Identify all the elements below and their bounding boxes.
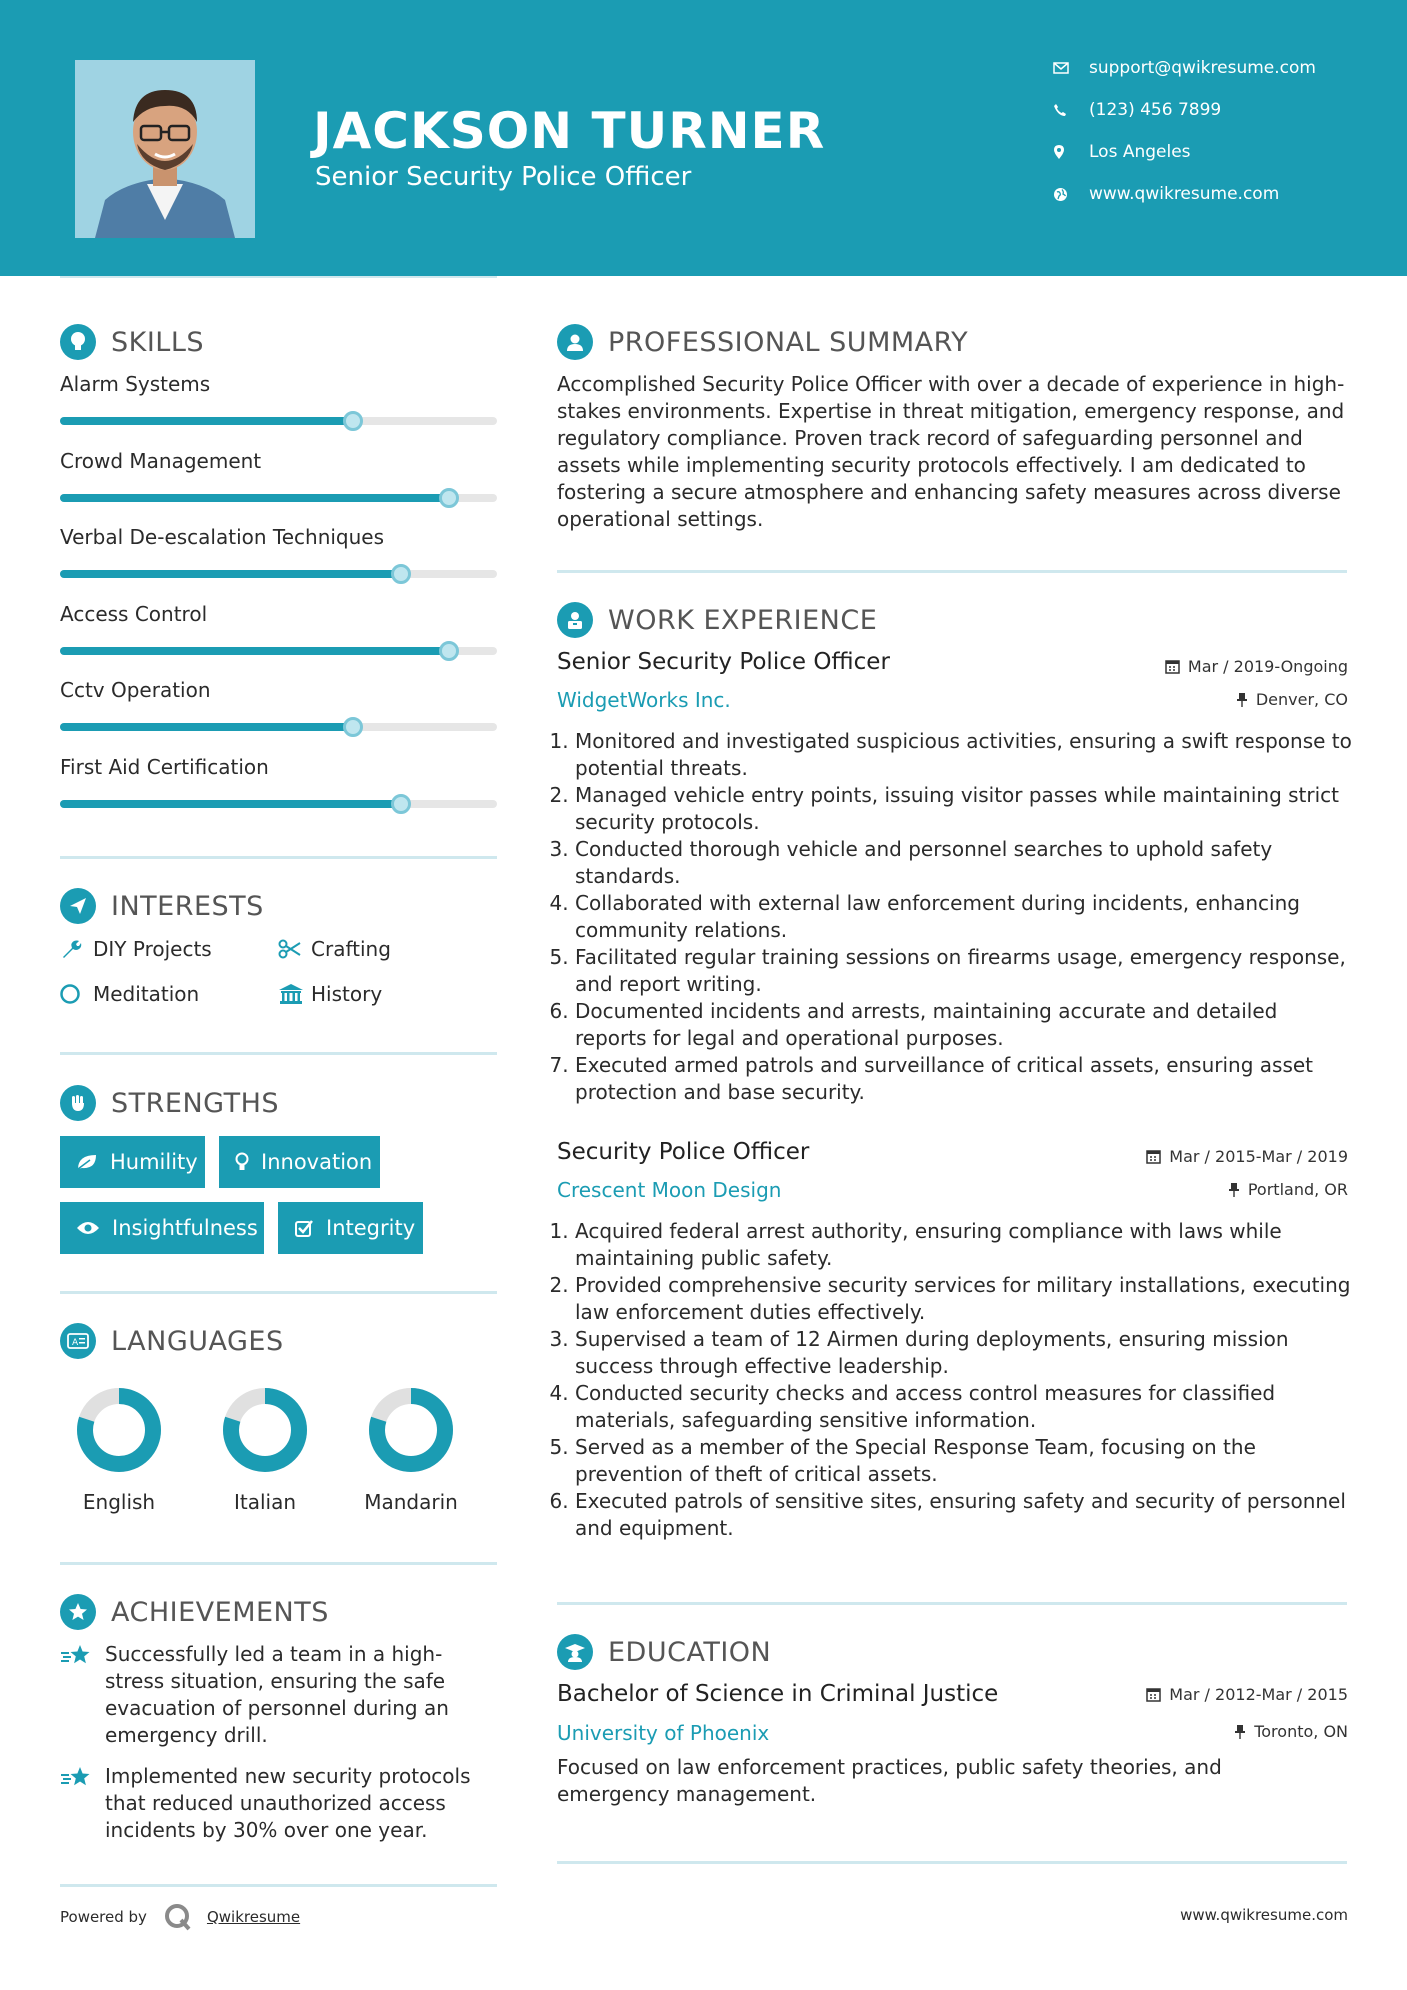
skill-label: Access Control [60, 601, 208, 626]
skill-level-knob [343, 411, 363, 431]
skill-level-knob [391, 564, 411, 584]
duty-item: 1. Monitored and investigated suspicious activities, ensuring a swift response to potential threats. [575, 728, 1352, 782]
duty-item: 2. Managed vehicle entry points, issuing visitor passes while maintaining strict security protocols. [575, 782, 1352, 836]
profile-photo [75, 60, 255, 238]
job-title: Senior Security Police Officer [557, 649, 890, 675]
language-icon [60, 1323, 96, 1359]
interest-item: DIY Projects [60, 937, 212, 961]
brand-link[interactable]: Qwikresume [206, 1908, 301, 1926]
job-dates: Mar / 2019-Ongoing [1165, 657, 1348, 676]
skill-level-knob [439, 641, 459, 661]
powered-by: Powered by Qwikresume [60, 1902, 300, 1932]
summary-text: Accomplished Security Police Officer with over a decade of experience in high-stakes environments. Expertise in threat mitigation, emergency response, and regulatory compliance. Proven track record of safeguarding personnel and assets while implementing security protocols effectively. I am dedicated to fostering a secure atmosphere and enhancing safety measures across diverse operational settings. [557, 372, 1345, 531]
phone-icon [1053, 103, 1089, 117]
skill-level-fill [60, 723, 353, 731]
duty-item: 2. Provided comprehensive security services for military installations, executing law enforcement duties effectively. [575, 1272, 1352, 1326]
skill-label: First Aid Certification [60, 754, 269, 779]
divider [557, 1861, 1347, 1864]
duty-item: 5. Served as a member of the Special Response Team, focusing on the prevention of theft of critical assets. [575, 1434, 1352, 1488]
skill-level-bar [60, 570, 497, 578]
interests-section-title: INTERESTS [60, 888, 264, 924]
duty-item: 4. Conducted security checks and access control measures for classified materials, safeguarding sensitive information. [575, 1380, 1352, 1434]
achievement-item: Implemented new security protocols that reduced unauthorized access incidents by 30% over one year. [60, 1763, 500, 1844]
skill-level-bar [60, 800, 497, 808]
shooting-star-icon [60, 1763, 105, 1844]
skill-level-fill [60, 494, 449, 502]
duty-item: 3. Supervised a team of 12 Airmen during deployments, ensuring mission success through effective leadership. [575, 1326, 1352, 1380]
duty-item: 1. Acquired federal arrest authority, ensuring compliance with laws while maintaining public safety. [575, 1218, 1352, 1272]
skill-level-bar [60, 723, 497, 731]
candidate-title: Senior Security Police Officer [315, 162, 692, 192]
duty-item: 6. Executed patrols of sensitive sites, ensuring safety and security of personnel and equipment. [575, 1488, 1352, 1542]
job-dates: Mar / 2015-Mar / 2019 [1146, 1147, 1348, 1166]
wrench-icon [60, 938, 93, 960]
user-icon [557, 324, 593, 360]
job-title: Security Police Officer [557, 1139, 810, 1165]
education-location: Toronto, ON [1234, 1722, 1348, 1741]
duty-item: 7. Executed armed patrols and surveillance of critical assets, ensuring asset protection and base security. [575, 1052, 1352, 1106]
job-duties [557, 728, 1352, 1106]
contact-website[interactable]: www.qwikresume.com [1053, 184, 1279, 204]
graduate-icon [557, 1634, 593, 1670]
company-name[interactable]: WidgetWorks Inc. [557, 688, 731, 712]
degree-title: Bachelor of Science in Criminal Justice [557, 1681, 999, 1707]
skill-label: Verbal De-escalation Techniques [60, 525, 385, 549]
qwikresume-logo-icon [163, 1902, 193, 1932]
duty-item: 3. Conducted thorough vehicle and personnel searches to uphold safety standards. [575, 836, 1352, 890]
contact-phone[interactable]: (123) 456 7899 [1053, 100, 1221, 120]
calendar-icon [1146, 1149, 1161, 1164]
strength-tag: Insightfulness [60, 1202, 264, 1254]
education-description: Focused on law enforcement practices, public safety theories, and emergency management. [557, 1755, 1222, 1806]
pushpin-icon [1228, 1182, 1240, 1197]
fist-icon [60, 1085, 96, 1121]
skill-level-fill [60, 570, 401, 578]
divider [60, 1052, 497, 1055]
interest-item: History [278, 982, 382, 1006]
company-name[interactable]: Crescent Moon Design [557, 1178, 782, 1202]
skill-level-fill [60, 647, 449, 655]
checkbox-icon [294, 1218, 314, 1238]
circle-icon [60, 983, 93, 1005]
language-level-donut [366, 1385, 456, 1475]
education-dates: Mar / 2012-Mar / 2015 [1146, 1685, 1348, 1704]
language-level-donut [220, 1385, 310, 1475]
language-label: Mandarin [364, 1490, 458, 1514]
skill-level-fill [60, 417, 353, 425]
calendar-icon [1146, 1687, 1161, 1702]
achievement-item: Successfully led a team in a high-stress situation, ensuring the safe evacuation of personnel during an emergency drill. [60, 1641, 500, 1749]
divider [60, 276, 497, 278]
skill-level-knob [391, 794, 411, 814]
divider [557, 1602, 1347, 1605]
divider [60, 1562, 497, 1565]
calendar-icon [1165, 659, 1180, 674]
mail-icon [1053, 62, 1089, 74]
skill-label: Alarm Systems [60, 372, 211, 396]
briefcase-user-icon [557, 602, 593, 638]
divider [60, 1884, 497, 1887]
duty-item: 6. Documented incidents and arrests, maintaining accurate and detailed reports for legal and operational purposes. [575, 998, 1352, 1052]
footer-url[interactable]: www.qwikresume.com [1180, 1906, 1348, 1924]
language-level-donut [74, 1385, 164, 1475]
skills-section-title: SKILLS [60, 324, 204, 360]
strength-tag: Integrity [278, 1202, 423, 1254]
globe-icon [1053, 187, 1089, 202]
job-location: Denver, CO [1236, 690, 1348, 709]
interest-item: Crafting [278, 937, 391, 961]
leaf-icon [76, 1153, 98, 1171]
summary-section-title: PROFESSIONAL SUMMARY [557, 324, 968, 360]
shooting-star-icon [60, 1641, 105, 1749]
achievements-section-title: ACHIEVEMENTS [60, 1594, 329, 1630]
skill-level-knob [439, 488, 459, 508]
skill-level-bar [60, 647, 497, 655]
strength-tag: Humility [60, 1136, 205, 1188]
duty-item: 4. Collaborated with external law enforcement during incidents, enhancing community relations. [575, 890, 1352, 944]
skill-level-knob [343, 717, 363, 737]
divider [60, 856, 497, 859]
job-location: Portland, OR [1228, 1180, 1348, 1199]
skill-label: Cctv Operation [60, 678, 211, 702]
skill-level-bar [60, 494, 497, 502]
paper-plane-icon [60, 888, 96, 924]
duty-item: 5. Facilitated regular training sessions on firearms usage, emergency response, and report writing. [575, 944, 1352, 998]
lightbulb-icon [60, 324, 96, 360]
strength-tag: Innovation [219, 1136, 380, 1188]
pushpin-icon [1234, 1724, 1246, 1739]
languages-section-title: A LANGUAGES [60, 1323, 284, 1359]
language-label: English [82, 1490, 156, 1514]
interest-item: Meditation [60, 982, 199, 1006]
resume-header [0, 0, 1407, 276]
lightbulb-icon [235, 1152, 249, 1172]
skill-level-fill [60, 800, 401, 808]
divider [557, 570, 1347, 573]
scissors-icon [278, 938, 311, 960]
pushpin-icon [1236, 692, 1248, 707]
star-badge-icon [60, 1594, 96, 1630]
location-pin-icon [1053, 144, 1089, 160]
eye-icon [76, 1220, 100, 1236]
candidate-name: JACKSON TURNER [313, 102, 826, 160]
skill-level-bar [60, 417, 497, 425]
contact-email[interactable]: support@qwikresume.com [1053, 58, 1316, 78]
skill-label: Crowd Management [60, 448, 262, 473]
divider [60, 1291, 497, 1294]
museum-icon [278, 983, 311, 1005]
contact-location: Los Angeles [1053, 142, 1191, 162]
job-duties [557, 1218, 1352, 1542]
school-name[interactable]: University of Phoenix [557, 1721, 770, 1745]
language-label: Italian [233, 1490, 297, 1514]
education-section-title: EDUCATION [557, 1634, 771, 1670]
experience-section-title: WORK EXPERIENCE [557, 602, 877, 638]
strengths-section-title: STRENGTHS [60, 1085, 279, 1121]
svg-text:A: A [72, 1338, 79, 1348]
